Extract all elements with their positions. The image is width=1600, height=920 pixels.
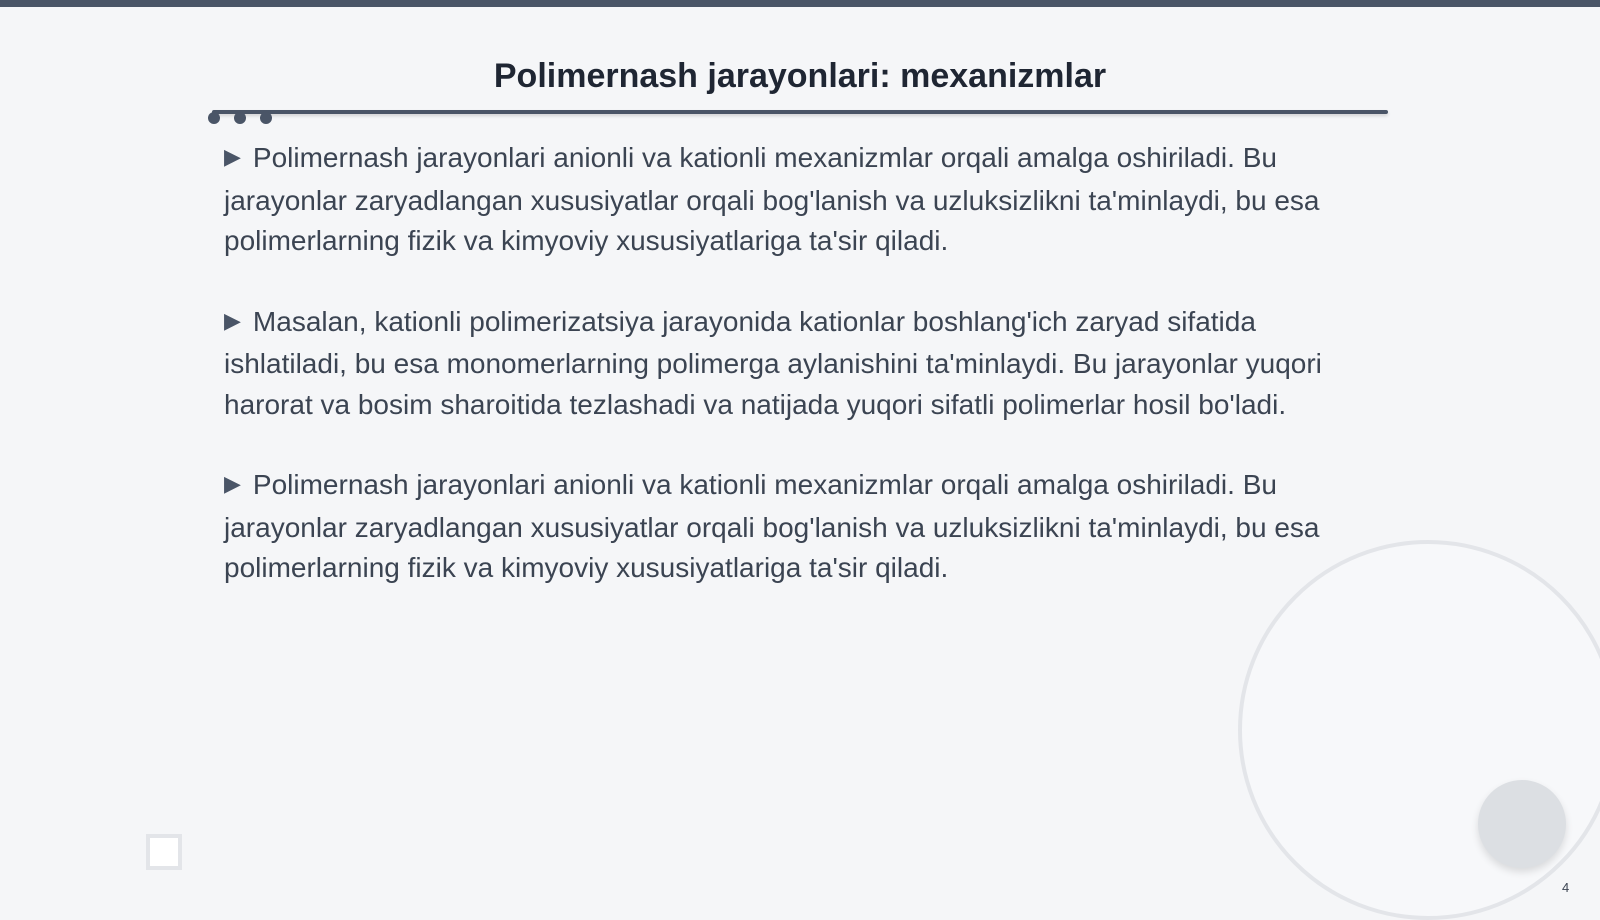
decorative-square bbox=[146, 834, 182, 870]
triangle-bullet-icon: ▶ bbox=[224, 471, 241, 496]
bullet-item bbox=[224, 138, 1384, 262]
decorative-ring bbox=[1238, 540, 1600, 920]
top-accent-bar bbox=[0, 0, 1600, 7]
page-number: 4 bbox=[1562, 880, 1570, 895]
slide-title: Polimernash jarayonlari: mexanizmlar bbox=[493, 57, 1107, 95]
slide-body bbox=[224, 138, 1384, 629]
decorative-circle bbox=[1478, 780, 1566, 868]
triangle-bullet-icon: ▶ bbox=[224, 307, 241, 333]
title-underline bbox=[212, 110, 1388, 114]
bullet-item bbox=[224, 465, 1384, 589]
bullet-item bbox=[224, 302, 1384, 426]
bullet-text: Polimernash jarayonlari anionli va kationli mexanizmlar orqali amalga oshiriladi. Bu jarayonlar zaryadlangan xususiyatlar orqali bog'lanish va uzluksizlikni ta'minlaydi, bu esa polimerlarning fizik va kimyoviy xususiyatlariga ta'sir qiladi. bbox=[224, 469, 1320, 583]
rule-dot-2 bbox=[234, 112, 246, 124]
bullet-text: Polimernash jarayonlari anionli va kationli mexanizmlar orqali amalga oshiriladi. Bu jarayonlar zaryadlangan xususiyatlar orqali bog'lanish va uzluksizlikni ta'minlaydi, bu esa polimerlarning fizik va kimyoviy xususiyatlariga ta'sir qiladi. bbox=[224, 142, 1320, 256]
triangle-bullet-icon: ▶ bbox=[224, 144, 241, 169]
rule-dot-3 bbox=[260, 112, 272, 124]
rule-dot-1 bbox=[208, 112, 220, 124]
bullet-text: Masalan, kationli polimerizatsiya jarayonida kationlar boshlang'ich zaryad sifatida ishlatiladi, bu esa monomerlarning polimerga aylanishini ta'minlaydi. Bu jarayonlar yuqori harorat va bosim sharoitida tezlashadi va natijada yuqori sifatli polimerlar hosil bo'ladi. bbox=[224, 305, 1322, 420]
